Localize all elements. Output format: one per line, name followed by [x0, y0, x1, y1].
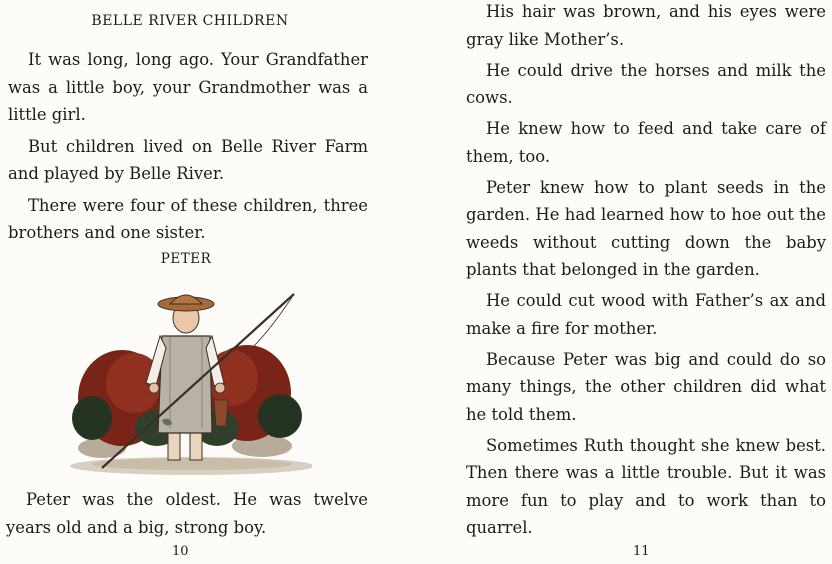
- section-title: PETER: [160, 251, 212, 267]
- chapter-title: BELLE RIVER CHILDREN: [91, 13, 289, 29]
- page-number: 11: [633, 544, 650, 559]
- right-page: [460, 0, 832, 564]
- paragraph: He knew how to feed and take care of them, too.: [466, 119, 826, 166]
- paragraph: His hair was brown, and his eyes were gray like Mother’s.: [466, 2, 826, 49]
- right-page-text: [466, 0, 826, 542]
- page-number: 10: [172, 544, 189, 559]
- paragraph: He could drive the horses and milk the cows.: [466, 60, 826, 107]
- paragraph: Because Peter was big and could do so many things, the other children did what he told them.: [466, 349, 826, 424]
- paragraph: There were four of these children, three brothers and one sister.: [8, 195, 368, 242]
- opening-paragraphs: [8, 46, 368, 247]
- paragraph: He could cut wood with Father’s ax and make a fire for mother.: [466, 291, 826, 338]
- boy-with-fishing-pole-illustration: [62, 288, 312, 476]
- paragraph: It was long, long ago. Your Grandfather was a little boy, your Grandmother was a little girl.: [8, 50, 368, 124]
- paragraph: Peter knew how to plant seeds in the garden. He had learned how to hoe out the weeds without cutting down the baby plants that belonged in the garden.: [466, 177, 826, 279]
- peter-paragraph: [6, 486, 368, 541]
- paragraph: Peter was the oldest. He was twelve years old and a big, strong boy.: [6, 490, 368, 537]
- left-page: [0, 0, 380, 564]
- paragraph: Sometimes Ruth thought she knew best. Then there was a little trouble. But it was more fun to play and to work than to quarrel.: [466, 435, 826, 537]
- paragraph: But children lived on Belle River Farm and played by Belle River.: [8, 136, 368, 183]
